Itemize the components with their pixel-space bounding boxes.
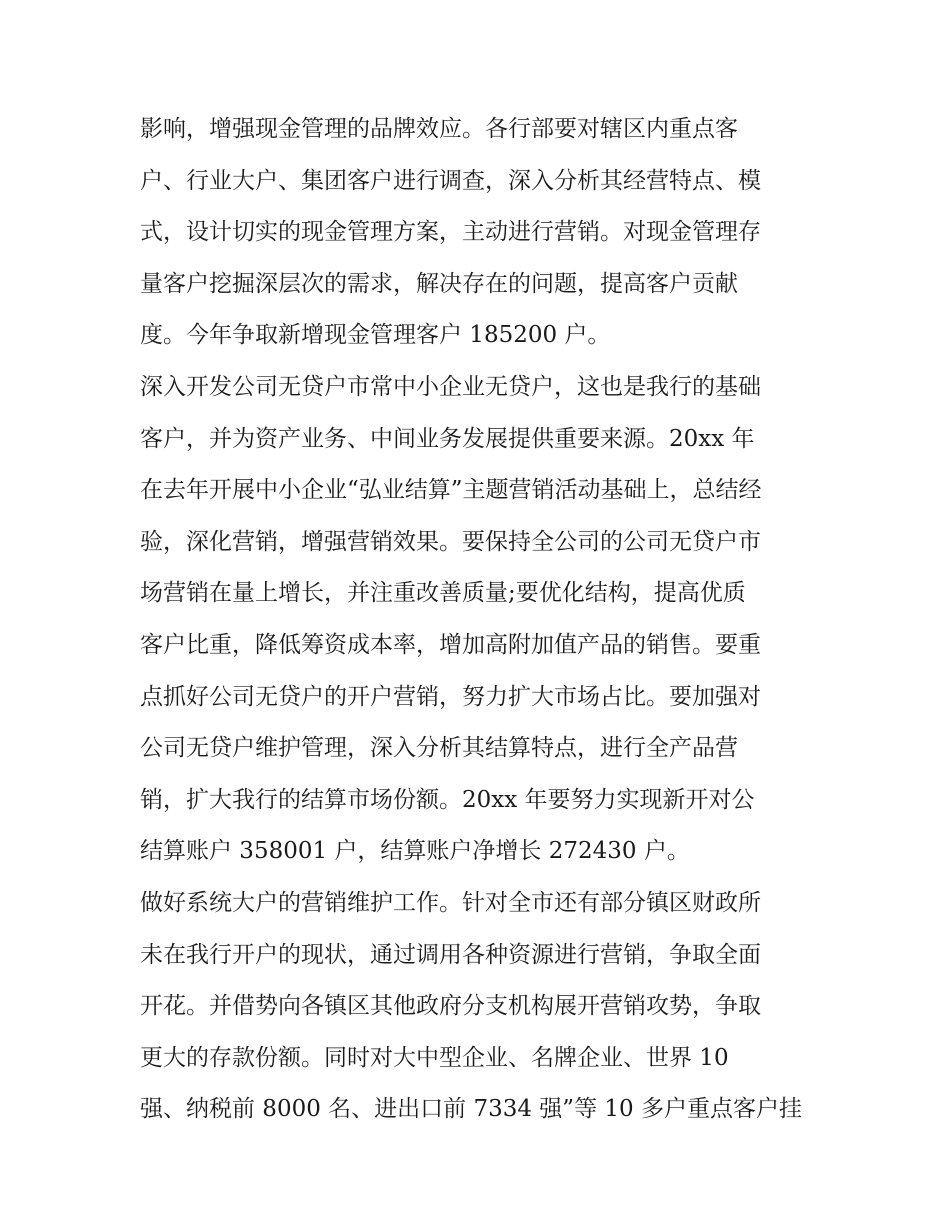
text-line: 强、纳税前 8000 名、进出口前 7334 强”等 10 多户重点客户挂 <box>140 1096 802 1123</box>
text-line: 验，深化营销，增强营销效果。要保持全公司的公司无贷户市 <box>140 528 761 555</box>
text-line: 做好系统大户的营销维护工作。针对全市还有部分镇区财政所 <box>140 889 761 916</box>
text-line: 点抓好公司无贷户的开户营销，努力扩大市场占比。要加强对 <box>140 683 761 710</box>
text-line: 式，设计切实的现金管理方案，主动进行营销。对现金管理存 <box>140 219 761 246</box>
text-line: 未在我行开户的现状，通过调用各种资源进行营销，争取全面 <box>140 941 761 968</box>
text-line: 结算账户 358001 户，结算账户净增长 272430 户。 <box>140 838 690 865</box>
text-line: 场营销在量上增长，并注重改善质量;要优化结构，提高优质 <box>140 580 746 607</box>
text-line: 量客户挖掘深层次的需求，解决存在的问题，提高客户贡献 <box>140 270 738 297</box>
text-line: 影响，增强现金管理的品牌效应。各行部要对辖区内重点客 <box>140 116 738 142</box>
text-line: 客户，并为资产业务、中间业务发展提供重要来源。20xx 年 <box>140 425 755 452</box>
text-line: 开花。并借势向各镇区其他政府分支机构展开营销攻势，争取 <box>140 993 761 1020</box>
text-line: 户、行业大户、集团客户进行调查，深入分析其经营特点、模 <box>140 167 761 194</box>
text-line: 深入开发公司无贷户市常中小企业无贷户，这也是我行的基础 <box>140 373 761 400</box>
text-line: 更大的存款份额。同时对大中型企业、名牌企业、世界 10 <box>140 1044 729 1071</box>
body-text <box>140 104 820 1136</box>
text-line: 度。今年争取新增现金管理客户 185200 户。 <box>140 322 611 349</box>
text-line: 公司无贷户维护管理，深入分析其结算特点，进行全产品营 <box>140 735 738 762</box>
text-line: 在去年开展中小企业“弘业结算”主题营销活动基础上，总结经 <box>140 477 762 504</box>
text-line: 客户比重，降低筹资成本率，增加高附加值产品的销售。要重 <box>140 631 761 658</box>
text-line: 销，扩大我行的结算市场份额。20xx 年要努力实现新开对公 <box>140 786 755 813</box>
